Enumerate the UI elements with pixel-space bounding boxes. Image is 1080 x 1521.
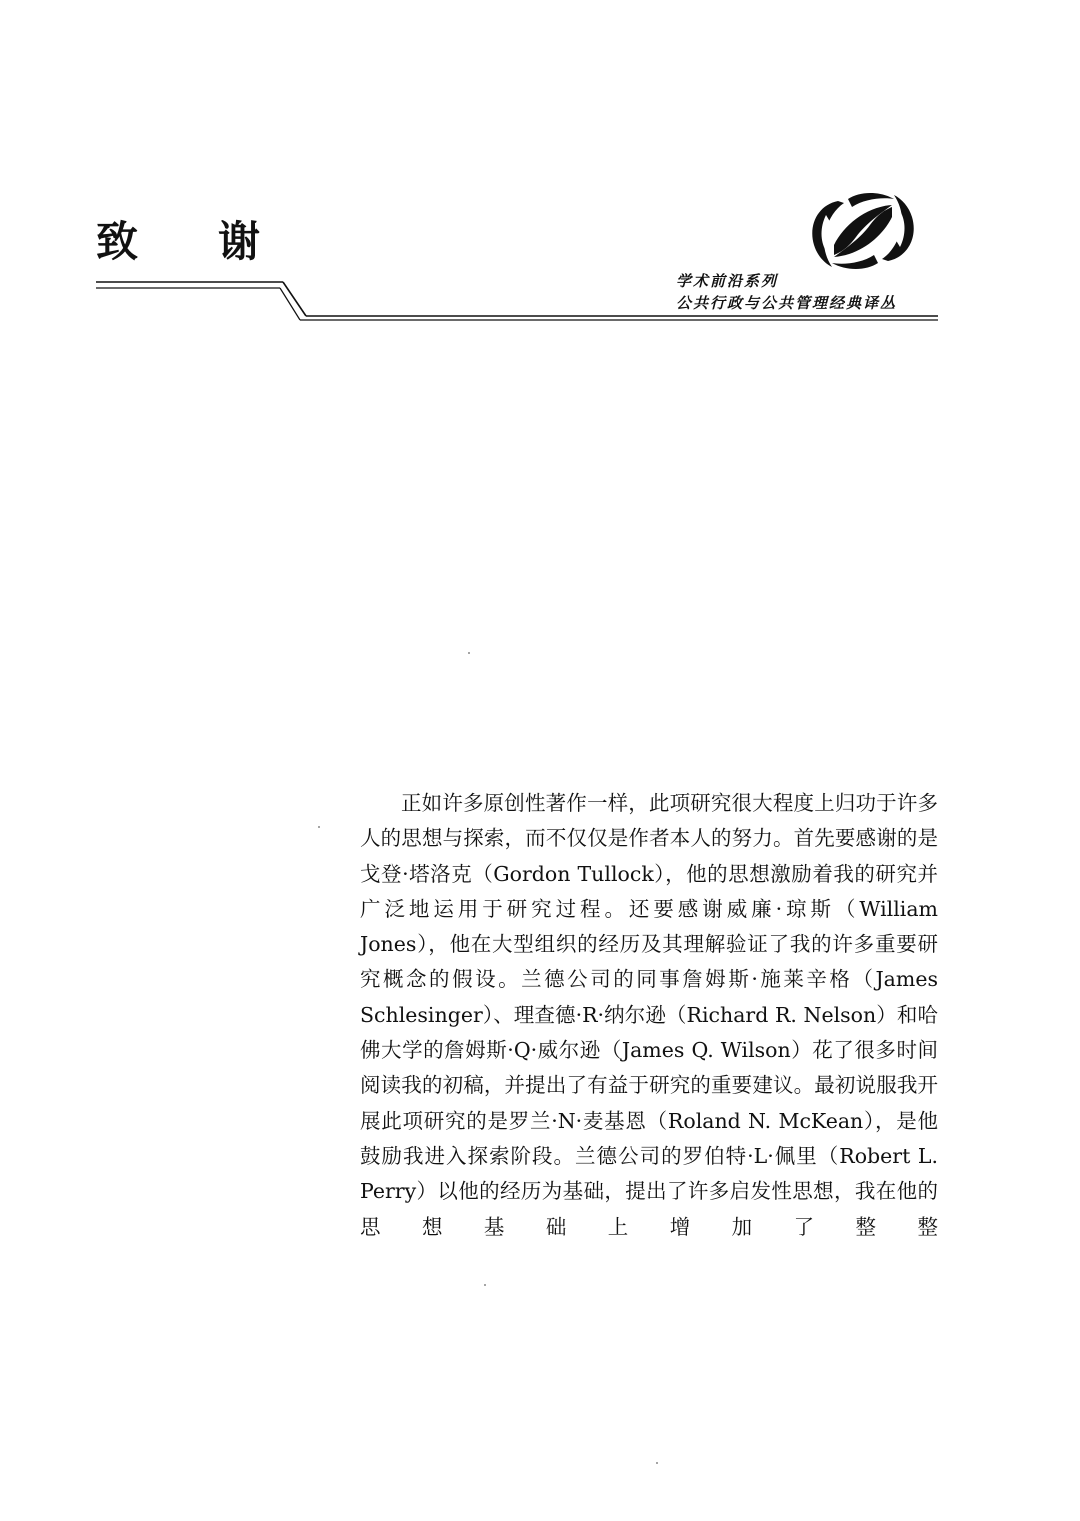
scan-speck — [468, 652, 470, 654]
scan-speck — [484, 1284, 486, 1286]
chapter-title-char-1: 致 — [96, 217, 139, 266]
chapter-title — [96, 212, 296, 272]
acknowledgement-paragraph: 正如许多原创性著作一样，此项研究很大程度上归功于许多人的思想与探索，而不仅仅是作者本人的努力。首先要感谢的是戈登·塔洛克（Gordon Tullock），他的思想激励着我的研究并广泛地运用于研究过程。还要感谢威廉·琼斯（William Jones），他在大型组织的经历及其理解验证了我的许多重要研究概念的假设。兰德公司的同事詹姆斯·施莱辛格（James Schlesinger）、理查德·R·纳尔逊（Richard R. Nelson）和哈佛大学的詹姆斯·Q·威尔逊（James Q. Wilson）花了很多时间阅读我的初稿，并提出了有益于研究的重要建议。最初说服我开展此项研究的是罗兰·N·麦基恩（Roland N. McKean），是他鼓励我进入探索阶段。兰德公司的罗伯特·L·佩里（Robert L. Perry）以他的经历为基础，提出了许多启发性思想，我在他的思想基础上增加了整整 — [360, 791, 938, 1239]
series-name-line-2: 公共行政与公共管理经典译丛 — [676, 294, 898, 312]
publisher-swirl-logo-icon — [804, 185, 922, 277]
scan-speck — [318, 826, 320, 828]
scan-speck — [656, 1462, 658, 1464]
series-name-line-1: 学术前沿系列 — [676, 272, 779, 290]
chapter-title-char-2: 谢 — [218, 217, 261, 266]
header-rule-lines — [0, 0, 1080, 340]
